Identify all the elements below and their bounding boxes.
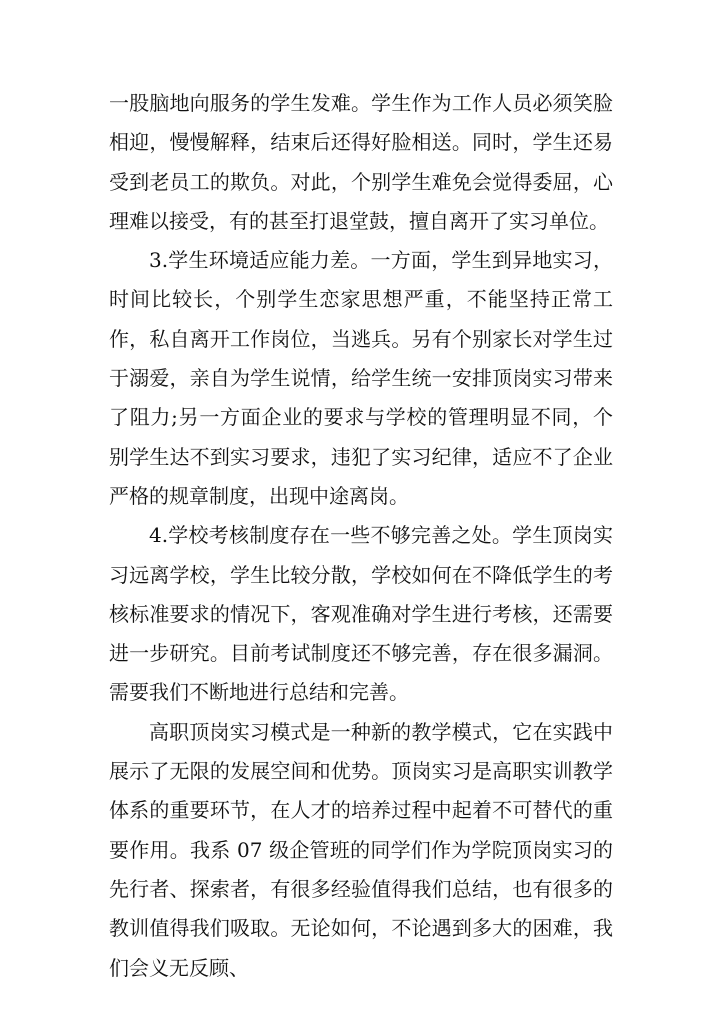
paragraph-2: 3.学生环境适应能力差。一方面，学生到异地实习，时间比较长，个别学生恋家思想严重，不能坚持正常工作，私自离开工作岗位，当逃兵。另有个别家长对学生过于溺爱，亲自为学生说情，给学生统一安排顶岗实习带来了阻力;另一方面企业的要求与学校的管理明显不同，个别学生达不到实习要求，违犯了实习纪律，适应不了企业严格的规章制度，出现中途离岗。 (109, 248, 613, 508)
paragraph-3: 4.学校考核制度存在一些不够完善之处。学生顶岗实习远离学校，学生比较分散，学校如何在不降低学生的考核标准要求的情况下，客观准确对学生进行考核，还需要进一步研究。目前考试制度还不够完善，存在很多漏洞。需要我们不断地进行总结和完善。 (109, 523, 613, 705)
paragraph-1: 一股脑地向服务的学生发难。学生作为工作人员必须笑脸相迎，慢慢解释，结束后还得好脸相送。同时，学生还易受到老员工的欺负。对此，个别学生难免会觉得委屈，心理难以接受，有的甚至打退堂鼓，擅自离开了实习单位。 (109, 91, 613, 233)
paragraph-4: 高职顶岗实习模式是一种新的教学模式，它在实践中展示了无限的发展空间和优势。顶岗实习是高职实训教学体系的重要环节，在人才的培养过程中起着不可替代的重要作用。我系 07 级企管班的同学们作为学院顶岗实习的先行者、探索者，有很多经验值得我们总结，也有很多的教训值得我们吸取。无论如何，不论遇到多大的困难，我们会义无反顾、 (109, 719, 613, 980)
body-text (109, 84, 613, 988)
